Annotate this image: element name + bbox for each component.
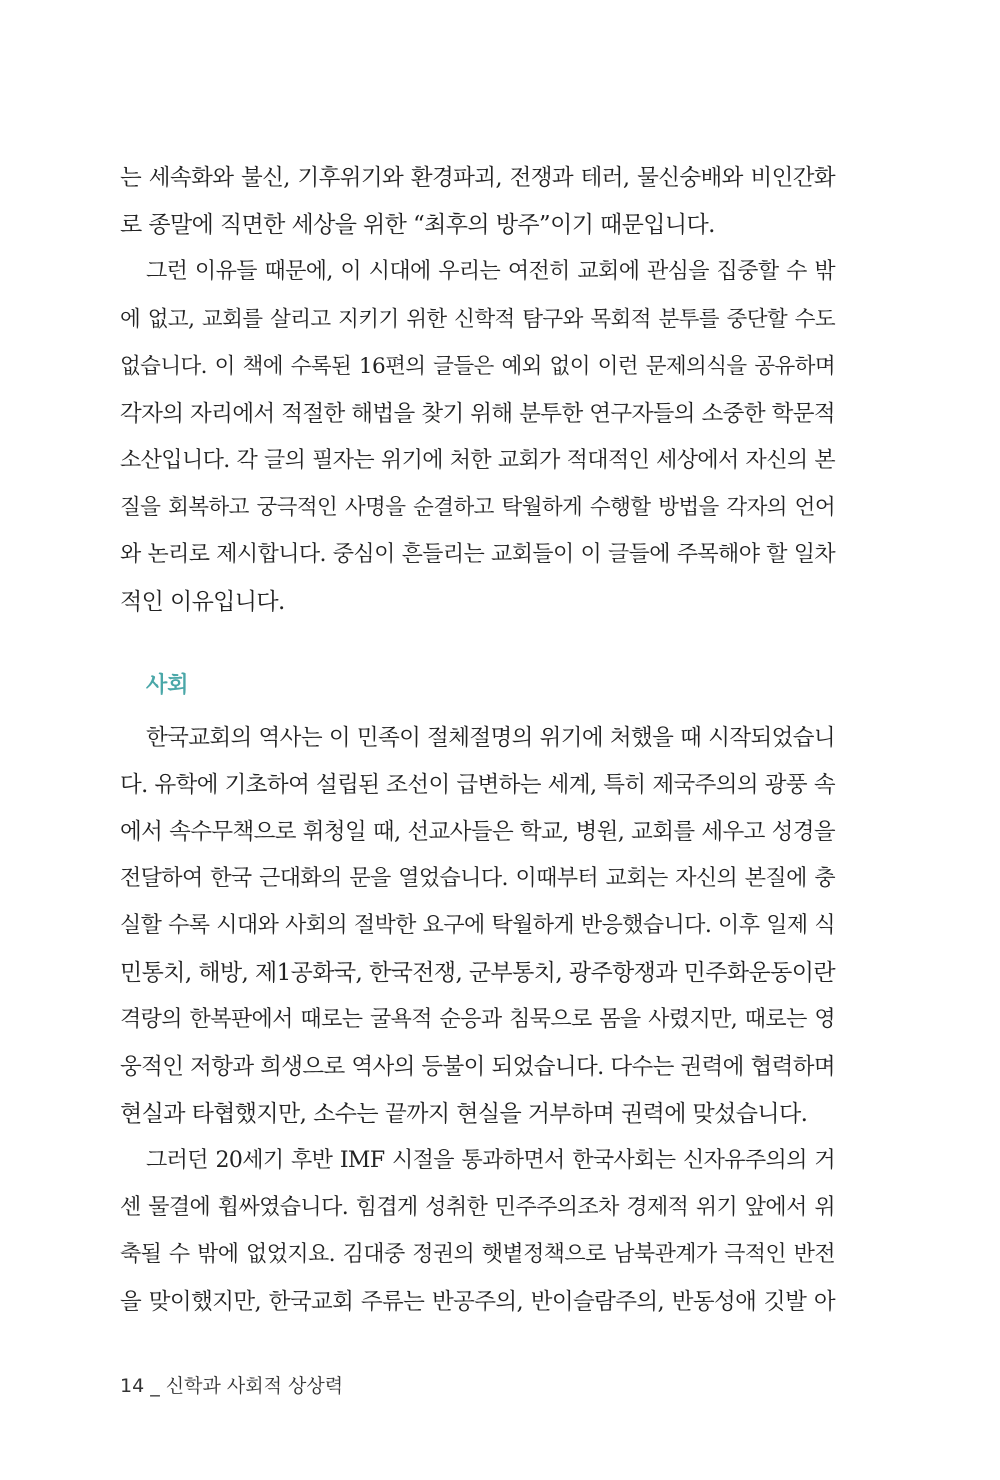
paragraph2-line-9: 현실과 타협했지만, 소수는 끝까지 현실을 거부하며 권력에 맞섰습니다. — [120, 1101, 808, 1127]
paragraph2-line-5: 실할 수록 시대와 사회의 절박한 요구에 탁월하게 반응했습니다. 이후 일제 식 — [120, 913, 835, 938]
page-footer — [120, 1372, 343, 1400]
intro-line-1: 는 세속화와 불신, 기후위기와 환경파괴, 전쟁과 테러, 물신숭배와 비인간화 — [120, 165, 835, 191]
paragraph2-line-6: 민통치, 해방, 제1공화국, 한국전쟁, 군부통치, 광주항쟁과 민주화운동이란 — [120, 960, 835, 986]
paragraph2-line-3: 에서 속수무책으로 휘청일 때, 선교사들은 학교, 병원, 교회를 세우고 성경을 — [120, 819, 835, 845]
paragraph1-line-2: 에 없고, 교회를 살리고 지키기 위한 신학적 탐구와 목회적 분투를 중단할 수도 — [120, 307, 835, 332]
paragraph1-line-6: 질을 회복하고 궁극적인 사명을 순결하고 탁월하게 수행할 방법을 각자의 언어 — [120, 495, 835, 520]
paragraph2-line-7: 격랑의 한복판에서 때로는 굴욕적 순응과 침묵으로 몸을 사렸지만, 때로는 영 — [120, 1007, 835, 1032]
paragraph1-line-3: 없습니다. 이 책에 수록된 16편의 글들은 예외 없이 이런 문제의식을 공유하며 — [120, 354, 835, 379]
page-number: 14 — [120, 1375, 145, 1397]
paragraph2-line-2: 다. 유학에 기초하여 설립된 조선이 급변하는 세계, 특히 제국주의의 광풍 속 — [120, 772, 835, 798]
book-title: 신학과 사회적 상상력 — [165, 1375, 344, 1397]
paragraph3-line-3: 축될 수 밖에 없었지요. 김대중 정권의 햇볕정책으로 남북관계가 극적인 반전 — [120, 1242, 835, 1267]
paragraph1-line-4: 각자의 자리에서 적절한 해법을 찾기 위해 분투한 연구자들의 소중한 학문적 — [120, 401, 835, 427]
paragraph1-line-1: 그런 이유들 때문에, 이 시대에 우리는 여전히 교회에 관심을 집중할 수 밖 — [146, 259, 835, 284]
paragraph2-line-4: 전달하여 한국 근대화의 문을 열었습니다. 이때부터 교회는 자신의 본질에 충 — [120, 866, 835, 891]
paragraph2-line-1: 한국교회의 역사는 이 민족이 절체절명의 위기에 처했을 때 시작되었습니 — [146, 725, 835, 751]
paragraph3-line-1: 그러던 20세기 후반 IMF 시절을 통과하면서 한국사회는 신자유주의의 거 — [146, 1148, 835, 1173]
paragraph1-line-5: 소산입니다. 각 글의 필자는 위기에 처한 교회가 적대적인 세상에서 자신의 본 — [120, 448, 835, 473]
paragraph1-line-7: 와 논리로 제시합니다. 중심이 흔들리는 교회들이 이 글들에 주목해야 할 일차 — [120, 542, 835, 567]
section-heading: 사회 — [146, 673, 189, 698]
paragraph1-line-8: 적인 이유입니다. — [120, 589, 285, 615]
paragraph3-line-2: 센 물결에 휩싸였습니다. 힘겹게 성취한 민주주의조차 경제적 위기 앞에서 위 — [120, 1195, 835, 1220]
paragraph3-line-4: 을 맞이했지만, 한국교회 주류는 반공주의, 반이슬람주의, 반동성애 깃발 아 — [120, 1289, 835, 1315]
footer-separator: _ — [150, 1375, 160, 1397]
intro-line-2: 로 종말에 직면한 세상을 위한 “최후의 방주”이기 때문입니다. — [120, 212, 715, 238]
paragraph2-line-8: 웅적인 저항과 희생으로 역사의 등불이 되었습니다. 다수는 권력에 협력하며 — [120, 1054, 835, 1080]
